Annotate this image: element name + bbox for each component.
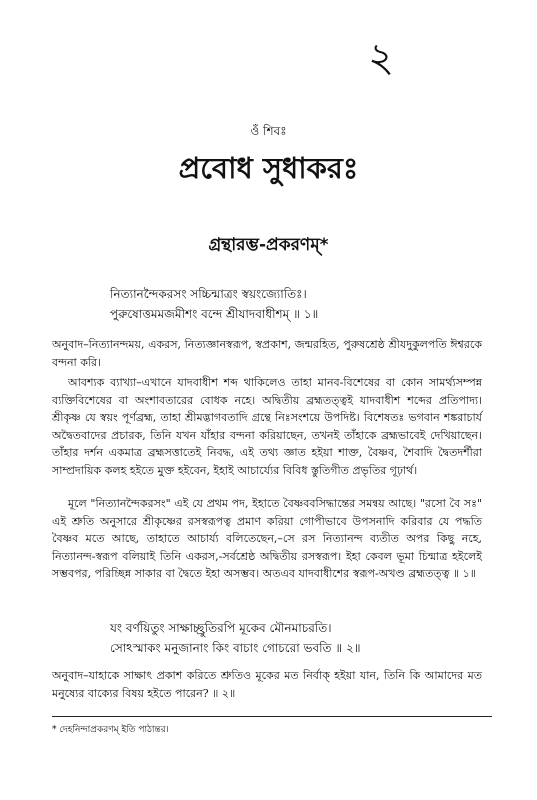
invocation: ওঁ শিবঃ [250,124,287,138]
verse-2-line-2: সোঽস্মাকং মনুজানাং কিং বাচাং গোচরো ভবতি ॥ ২॥ [110,641,361,655]
footnote-divider [52,716,492,717]
verse-2-line-1: যং বর্ণয়িতুং সাক্ষাচ্ছ্রুতিরপি মূকেব মৌনমাচরতি। [110,621,332,635]
page-title: প্রবোধ সুধাকরঃ [178,151,359,185]
translation-paragraph-2: অনুবাদ–যাহাকে সাক্ষাৎ প্রকাশ করিতে শ্রুতিও মূকের মত নির্বাক্ হইয়া যান, তিনি কি আমাদের মত মনুষ্যের বাক্যের বিষয় হইতে পারেন? ॥ ২॥ [52,669,482,700]
verse-1 [110,284,490,324]
verse-1-line-2: পুরুষোত্তমমজমীশং বন্দে শ্রীযাদবাধীশম্ ॥ ১॥ [110,307,319,321]
verse-2 [110,618,490,658]
translation-paragraph-1: অনুবাদ–নিত্যানন্দময়, একরস, নিত্যজ্ঞানস্বরূপ, স্বপ্রকাশ, জন্মরহিত, পুরুষশ্রেষ্ঠ শ্রীযদুকুলপতি ঈশ্বরকে বন্দনা করি। [52,338,482,369]
section-heading: গ্রন্থারম্ভ-প্রকরণম্* [208,235,329,255]
page-number: ২ [368,35,395,81]
explanation-paragraph: আবশ্যক ব্যাখ্যা–এখানে যাদবাধীশ শব্দ থাকিলেও তাহা মানব-বিশেষের বা কোন সামর্থ্যসম্পন্ন ব্যক্তিবিশেষের বা অংশাবতারের বোধক নহে। অদ্বিতীয় ব্রহ্মতত্ত্বই যাদবাধীশ শব্দের প্রতিপাদ্য। শ্রীকৃষ্ণ যে স্বয়ং পূর্ণব্রহ্ম, তাহা শ্রীমদ্ভাগবতাদি গ্রন্থে নিঃসংশয়ে উপদিষ্ট। বিশেষতঃ ভগবান শঙ্করাচার্য অদ্বৈতবাদের প্রচারক, তিনি যখন যাঁহার বন্দনা করিয়াছেন, তখনই তাঁহাকে ব্রহ্মভাবেই দেখিয়াছেন। তাঁহার দর্শন একমাত্র ব্রহ্মসত্তাতেই নিবদ্ধ, এই তথ্য জ্ঞাত হইয়া শাক্ত, বৈষ্ণব, শৈবাদি দ্বৈতদর্শীরা সাম্প্রদায়িক কলহ হইতে মুক্ত হইবেন, ইহাই আচার্য্যের বিবিধ স্তুতিগীত প্রভৃতির গূঢ়ার্থ। [52,376,482,477]
verse-1-line-1: নিত্যানন্দৈকরসং সচ্চিন্মাত্রং স্বয়ংজ্যোতিঃ। [110,287,307,301]
footnote: * দেহনিন্দাপ্রকরণম্ ইতি পাঠান্তর। [52,725,169,735]
commentary-paragraph: মূলে "নিত্যানন্দৈকরসং" এই যে প্রথম পদ, ইহাতে বৈষ্ণববসিদ্ধান্তের সমন্বয় আছে। "রসো বৈ সঃ" এই শ্রুতি অনুসারে শ্রীকৃষ্ণের রসস্বরূপত্ব প্রমাণ করিয়া গোপীভাবে উপসনাদি করিবার যে পদ্ধতি বৈষ্ণব মতে আছে, তাহাতে আচার্য্য বলিতেছেন,–সে রস নিত্যানন্দ ব্যতীত অপর কিছু নহে, নিত্যানন্দ-স্বরূপ বলিয়াই তিনি একরস,-সর্বশ্রেষ্ঠ অদ্বিতীয় রসস্বরূপ। ইহা কেবল ভূমা চিন্মাত্র হইলেই সম্ভবপর, পরিচ্ছিন্ন সাকার বা দ্বৈতে ইহা অসম্ভব। অতএব যাদবাধীশের স্বরূপ-অখণ্ড ব্রহ্মতত্ত্ব ॥ ১॥ [52,497,482,580]
